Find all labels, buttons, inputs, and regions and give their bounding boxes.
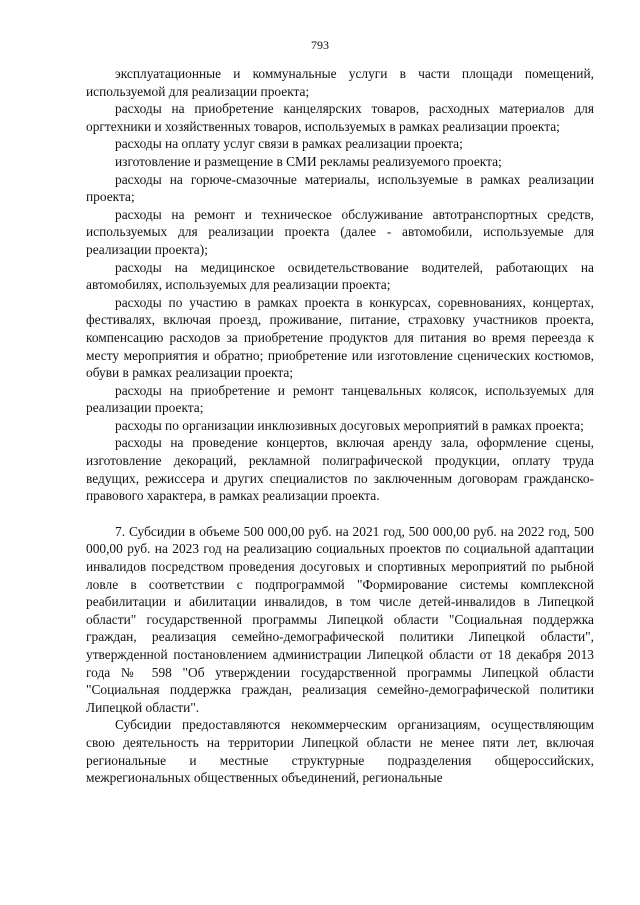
paragraph-section-7: 7. Субсидии в объеме 500 000,00 руб. на 2021 год, 500 000,00 руб. на 2022 год, 500 000,00 руб. на 2023 год на реализацию социальных проектов по социальной адаптации инвалидов посредством проведения досуговых и спортивных мероприятий по рыбной ловле в соответствии с подпрограммой "Формирование системы комплексной реабилитации и абилитации инвалидов, в том числе детей-инвалидов в Липецкой области" государственной программы Липецкой области "Социальная поддержка граждан, реализация семейно-демографической политики Липецкой области", утвержденной постановлением администрации Липецкой области от 18 декабря 2013 года № 598 "Об утверждении государственной программы Липецкой области "Социальная поддержка граждан, реализация семейно-демографической политики Липецкой области". [86,523,594,715]
paragraph-concerts: расходы на проведение концертов, включая аренду зала, оформление сцены, изготовление декораций, рекламной полиграфической продукции, оплату труда ведущих, режиссера и других специалистов по заключенным договорам гражданско-правового характера, в рамках реализации проекта. [86,435,594,504]
paragraph-wheelchairs: расходы на приобретение и ремонт танцевальных колясок, используемых для реализации проекта; [86,382,594,416]
page-number: 793 [311,38,329,52]
paragraph-utilities: эксплуатационные и коммунальные услуги в части площади помещений, используемой для реализации проекта; [86,66,594,99]
paragraph-fuel: расходы на горюче-смазочные материалы, используемые в рамках реализации проекта; [86,171,594,205]
paragraph-media-advertising: изготовление и размещение в СМИ рекламы реализуемого проекта; [115,153,502,169]
paragraph-inclusive-events: расходы по организации инклюзивных досуговых мероприятий в рамках проекта; [115,417,584,433]
paragraph-competitions: расходы по участию в рамках проекта в конкурсах, соревнованиях, концертах, фестивалях, включая проезд, проживание, питание, страховку участников проекта, компенсацию расходов за приобретение продуктов для питания во время переезда к месту мероприятия и обратно; приобретение или изготовление сценических костюмов, обуви в рамках реализации проекта; [86,294,594,381]
document-body [86,65,594,787]
paragraph-office-supplies: расходы на приобретение канцелярских товаров, расходных материалов для оргтехники и хозяйственных товаров, используемых в рамках реализации проекта; [86,101,594,134]
paragraph-subsidy-recipients: Субсидии предоставляются некоммерческим организациям, осуществляющим свою деятельность на территории Липецкой области не менее пяти лет, включая региональные и местные структурные подразделения общероссийских, межрегиональных общественных объединений, региональные [86,717,594,786]
paragraph-vehicle-maintenance: расходы на ремонт и техническое обслуживание автотранспортных средств, используемых для реализации проекта (далее - автомобили, используемые для реализации проекта); [86,206,594,257]
paragraph-communication: расходы на оплату услуг связи в рамках реализации проекта; [115,136,463,152]
paragraph-driver-medical: расходы на медицинское освидетельствование водителей, работающих на автомобилях, используемых для реализации проекта; [86,259,594,293]
paragraph-gap [86,505,594,523]
